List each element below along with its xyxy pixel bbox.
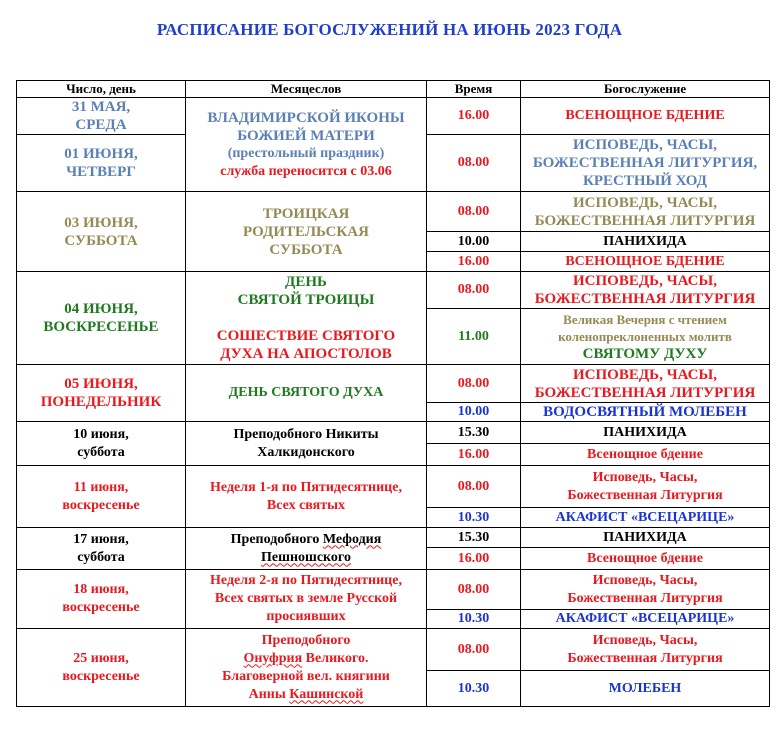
calendar-cell: Преподобного Мефодия Пешношского <box>186 528 427 570</box>
time-cell: 10.00 <box>427 232 521 252</box>
service-cell: Исповедь, Часы, Божественная Литургия <box>521 570 770 610</box>
service-cell: АКАФИСТ «ВСЕЦАРИЦЕ» <box>521 610 770 629</box>
time-cell: 08.00 <box>427 272 521 309</box>
date-cell: 17 июня, суббота <box>17 528 186 570</box>
time-cell: 08.00 <box>427 135 521 192</box>
calendar-cell: Неделя 1-я по Пятидесятнице, Всех святых <box>186 466 427 528</box>
time-cell: 15.30 <box>427 528 521 548</box>
table-row <box>17 98 770 135</box>
service-cell: Всенощное бдение <box>521 444 770 466</box>
time-cell: 10.30 <box>427 671 521 707</box>
table-row <box>17 570 770 610</box>
calendar-cell: Преподобного Никиты Халкидонского <box>186 422 427 466</box>
header-calendar: Месяцеслов <box>186 81 427 98</box>
date-cell: 25 июня, воскресенье <box>17 629 186 707</box>
service-cell: ВСЕНОЩНОЕ БДЕНИЕ <box>521 252 770 272</box>
service-cell: ПАНИХИДА <box>521 528 770 548</box>
calendar-cell: ТРОИЦКАЯ РОДИТЕЛЬСКАЯ СУББОТА <box>186 192 427 272</box>
service-cell: ПАНИХИДА <box>521 232 770 252</box>
time-cell: 08.00 <box>427 365 521 403</box>
date-cell: 10 июня, суббота <box>17 422 186 466</box>
time-cell: 08.00 <box>427 192 521 232</box>
table-row <box>17 528 770 548</box>
service-cell: Исповедь, Часы, Божественная Литургия <box>521 466 770 508</box>
service-cell: ВОДОСВЯТНЫЙ МОЛЕБЕН <box>521 403 770 422</box>
time-cell: 16.00 <box>427 548 521 570</box>
date-cell: 04 ИЮНЯ, ВОСКРЕСЕНЬЕ <box>17 272 186 365</box>
service-cell: ВСЕНОЩНОЕ БДЕНИЕ <box>521 98 770 135</box>
calendar-cell: ДЕНЬ СВЯТОЙ ТРОИЦЫ СОШЕСТВИЕ СВЯТОГО ДУХА НА АПОСТОЛОВ <box>186 272 427 365</box>
table-row <box>17 272 770 309</box>
header-service: Богослужение <box>521 81 770 98</box>
table-row <box>17 466 770 508</box>
header-time: Время <box>427 81 521 98</box>
calendar-cell: ДЕНЬ СВЯТОГО ДУХА <box>186 365 427 422</box>
time-cell: 16.00 <box>427 444 521 466</box>
time-cell: 15.30 <box>427 422 521 444</box>
service-cell: ПАНИХИДА <box>521 422 770 444</box>
time-cell: 10.30 <box>427 508 521 528</box>
service-cell: Всенощное бдение <box>521 548 770 570</box>
time-cell: 08.00 <box>427 570 521 610</box>
service-cell: ИСПОВЕДЬ, ЧАСЫ, БОЖЕСТВЕННАЯ ЛИТУРГИЯ <box>521 365 770 403</box>
service-cell: Великая Вечерня с чтением коленопреклоненных молитв СВЯТОМУ ДУХУ <box>521 309 770 365</box>
table-row <box>17 365 770 403</box>
header-row <box>17 81 770 98</box>
service-cell: Исповедь, Часы, Божественная Литургия <box>521 629 770 671</box>
date-cell: 18 июня, воскресенье <box>17 570 186 629</box>
schedule-table <box>16 80 770 707</box>
date-cell: 11 июня, воскресенье <box>17 466 186 528</box>
table-row <box>17 422 770 444</box>
service-cell: МОЛЕБЕН <box>521 671 770 707</box>
table-row <box>17 629 770 671</box>
time-cell: 16.00 <box>427 252 521 272</box>
table-row <box>17 192 770 232</box>
service-cell: ИСПОВЕДЬ, ЧАСЫ, БОЖЕСТВЕННАЯ ЛИТУРГИЯ, КРЕСТНЫЙ ХОД <box>521 135 770 192</box>
header-date: Число, день <box>17 81 186 98</box>
time-cell: 08.00 <box>427 466 521 508</box>
time-cell: 11.00 <box>427 309 521 365</box>
time-cell: 16.00 <box>427 98 521 135</box>
calendar-cell: ВЛАДИМИРСКОЙ ИКОНЫ БОЖИЕЙ МАТЕРИ (престольный праздник) служба переносится с 03.06 <box>186 98 427 192</box>
calendar-cell: Неделя 2-я по Пятидесятнице, Всех святых в земле Русской просиявших <box>186 570 427 629</box>
time-cell: 08.00 <box>427 629 521 671</box>
service-cell: ИСПОВЕДЬ, ЧАСЫ, БОЖЕСТВЕННАЯ ЛИТУРГИЯ <box>521 192 770 232</box>
time-cell: 10.30 <box>427 610 521 629</box>
service-cell: АКАФИСТ «ВСЕЦАРИЦЕ» <box>521 508 770 528</box>
date-cell: 31 МАЯ, СРЕДА <box>17 98 186 135</box>
service-cell: ИСПОВЕДЬ, ЧАСЫ, БОЖЕСТВЕННАЯ ЛИТУРГИЯ <box>521 272 770 309</box>
date-cell: 01 ИЮНЯ, ЧЕТВЕРГ <box>17 135 186 192</box>
time-cell: 10.00 <box>427 403 521 422</box>
page-title: РАСПИСАНИЕ БОГОСЛУЖЕНИЙ НА ИЮНЬ 2023 ГОДА <box>156 20 623 39</box>
date-cell: 05 ИЮНЯ, ПОНЕДЕЛЬНИК <box>17 365 186 422</box>
date-cell: 03 ИЮНЯ, СУББОТА <box>17 192 186 272</box>
calendar-cell: Преподобного Онуфрия Великого. Благоверной вел. княгини Анны Кашинской <box>186 629 427 707</box>
